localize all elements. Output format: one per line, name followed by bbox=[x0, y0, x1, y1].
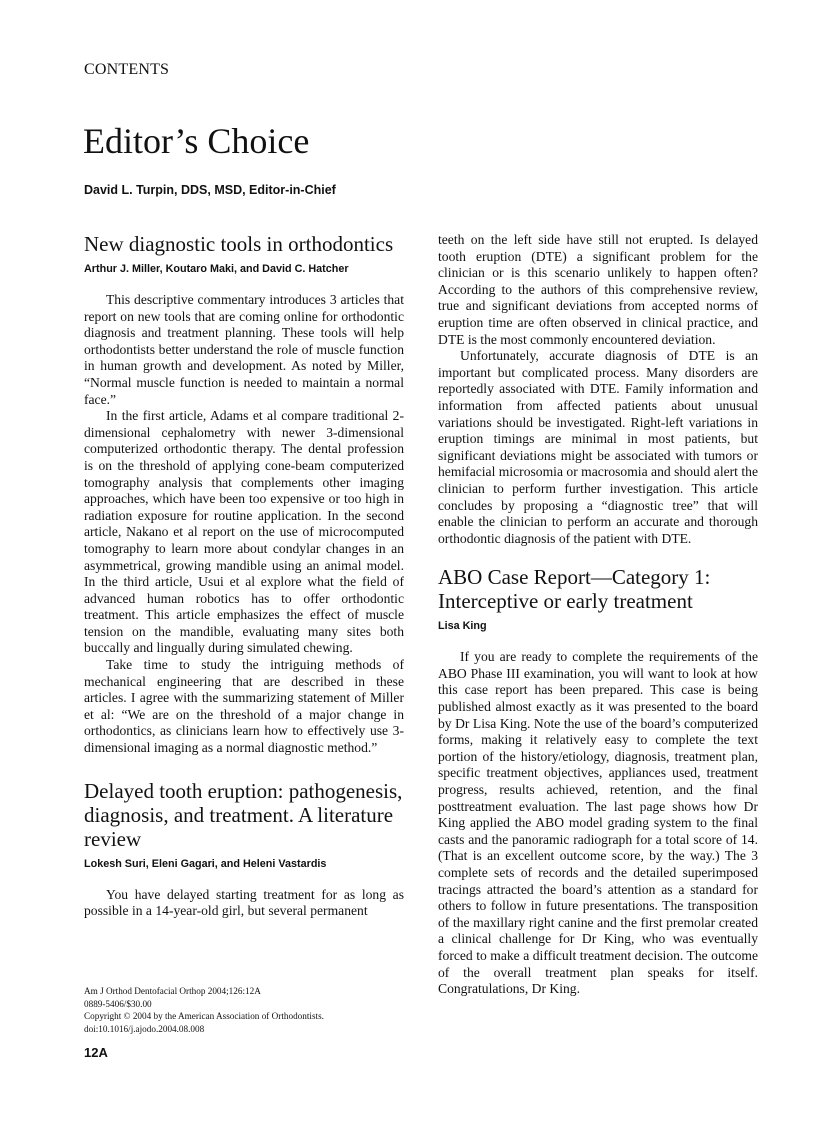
citation-block bbox=[84, 985, 324, 1035]
article-paragraph: Take time to study the intriguing methods of mechanical engineering that are described in these articles. I agree with the summarizing statement of Miller et al: “We are on the threshold of a major change in orthodontics, as clinicians learn how to effectively use 3-dimensional imaging as a normal diagnostic method.” bbox=[84, 657, 404, 756]
article-title: New diagnostic tools in orthodontics bbox=[84, 232, 394, 256]
article-paragraph: teeth on the left side have still not erupted. Is delayed tooth eruption (DTE) a significant problem for the clinician or is this scenario unlikely to happen often? According to the authors of this comprehensive review, true and significant deviations from accepted norms of eruption time are often observed in clinical practice, and DTE is the most commonly encountered deviation. bbox=[438, 232, 758, 347]
article-title: ABO Case Report—Category 1: Interceptive or early treatment bbox=[438, 565, 711, 614]
article-delayed-tooth-eruption bbox=[84, 779, 404, 920]
article-authors: Arthur J. Miller, Koutaro Maki, and David C. Hatcher bbox=[84, 263, 349, 275]
article-paragraph: Unfortunately, accurate diagnosis of DTE is an important but complicated process. Many disorders are reportedly associated with DTE. Family information and information from affected patients about unusual variations should be investigated. Right-left variations in eruption timings are minimal in most patients, but significant deviations might be associated with tumors or hemifacial microsomia or macrosomia and should alert the clinician to perform further investigation. This article concludes by proposing a “diagnostic tree” that will enable the clinician to perform an accurate and thorough orthodontic diagnosis of the patient with DTE. bbox=[438, 348, 758, 546]
journal-citation: Am J Orthod Dentofacial Orthop 2004;126:12A bbox=[84, 986, 261, 996]
page-title: Editor’s Choice bbox=[83, 121, 310, 161]
editor-byline: David L. Turpin, DDS, MSD, Editor-in-Chief bbox=[84, 183, 336, 197]
article-abo-case-report bbox=[438, 565, 758, 997]
article-title: Delayed tooth eruption: pathogenesis, diagnosis, and treatment. A literature review bbox=[84, 778, 403, 851]
article-paragraph: This descriptive commentary introduces 3 articles that report on new tools that are coming online for orthodontic diagnosis and treatment planning. These tools will help orthodontists better understand the role of muscle function in human growth and development. As noted by Miller, “Normal muscle function is needed to maintain a normal face.” bbox=[84, 292, 404, 407]
article-new-diagnostic-tools bbox=[84, 232, 404, 757]
page-number: 12A bbox=[84, 1045, 108, 1060]
article-paragraph: In the first article, Adams et al compare traditional 2-dimensional cephalometry with newer 3-dimensional computerized orthodontic therapy. The dental profession is on the threshold of applying cone-beam computerized tomography analysis that complements other imaging approaches, which have been too expensive or too high in radiation exposure for routine application. In the second article, Nakano et al report on the use of microcomputed tomography to learn more about condylar changes in an asymmetrical, growing mandible using an animal model. In the third article, Usui et al explore what the field of advanced human robotics has to offer orthodontic treatment. This article emphasizes the effect of muscle tension on the mandible, evaluating many sites both buccally and lingually during simulated chewing. bbox=[84, 408, 404, 656]
left-column bbox=[84, 232, 404, 920]
article-delayed-tooth-eruption-continued bbox=[438, 232, 758, 547]
doi-link[interactable]: doi:10.1016/j.ajodo.2004.08.008 bbox=[84, 1023, 205, 1034]
article-paragraph: You have delayed starting treatment for as long as possible in a 14-year-old girl, but several permanent bbox=[84, 886, 404, 919]
copyright-notice: Copyright © 2004 by the American Association of Orthodontists. bbox=[84, 1011, 324, 1022]
article-paragraph: If you are ready to complete the requirements of the ABO Phase III examination, you will want to look at how this case report has been prepared. This case is being published almost exactly as it was presented to the board by Dr Lisa King. Note the use of the board’s computerized forms, making it relatively easy to complete the text portion of the history/etiology, diagnosis, treatment plan, specific treatment objectives, appliances used, treatment progress, results achieved, retention, and the final posttreatment evaluation. The last page shows how Dr King applied the ABO model grading system to the final casts and the panoramic radiograph for a total score of 14. (That is an excellent outcome score, by the way.) The 3 complete sets of records and the detailed superimposed tracings attracted the board’s attention as a standard for others to follow in future presentations. The transposition of the maxillary right canine and the first premolar created a clinical challenge for Dr King, who was eventually forced to make a difficult treatment decision. The outcome of the overall treatment plan speaks for itself. Congratulations, Dr King. bbox=[438, 649, 758, 997]
right-column bbox=[438, 232, 758, 998]
article-authors: Lokesh Suri, Eleni Gagari, and Heleni Vastardis bbox=[84, 857, 327, 870]
article-authors: Lisa King bbox=[438, 620, 487, 633]
section-label: CONTENTS bbox=[84, 61, 170, 78]
price-code: 0889-5406/$30.00 bbox=[84, 998, 152, 1009]
